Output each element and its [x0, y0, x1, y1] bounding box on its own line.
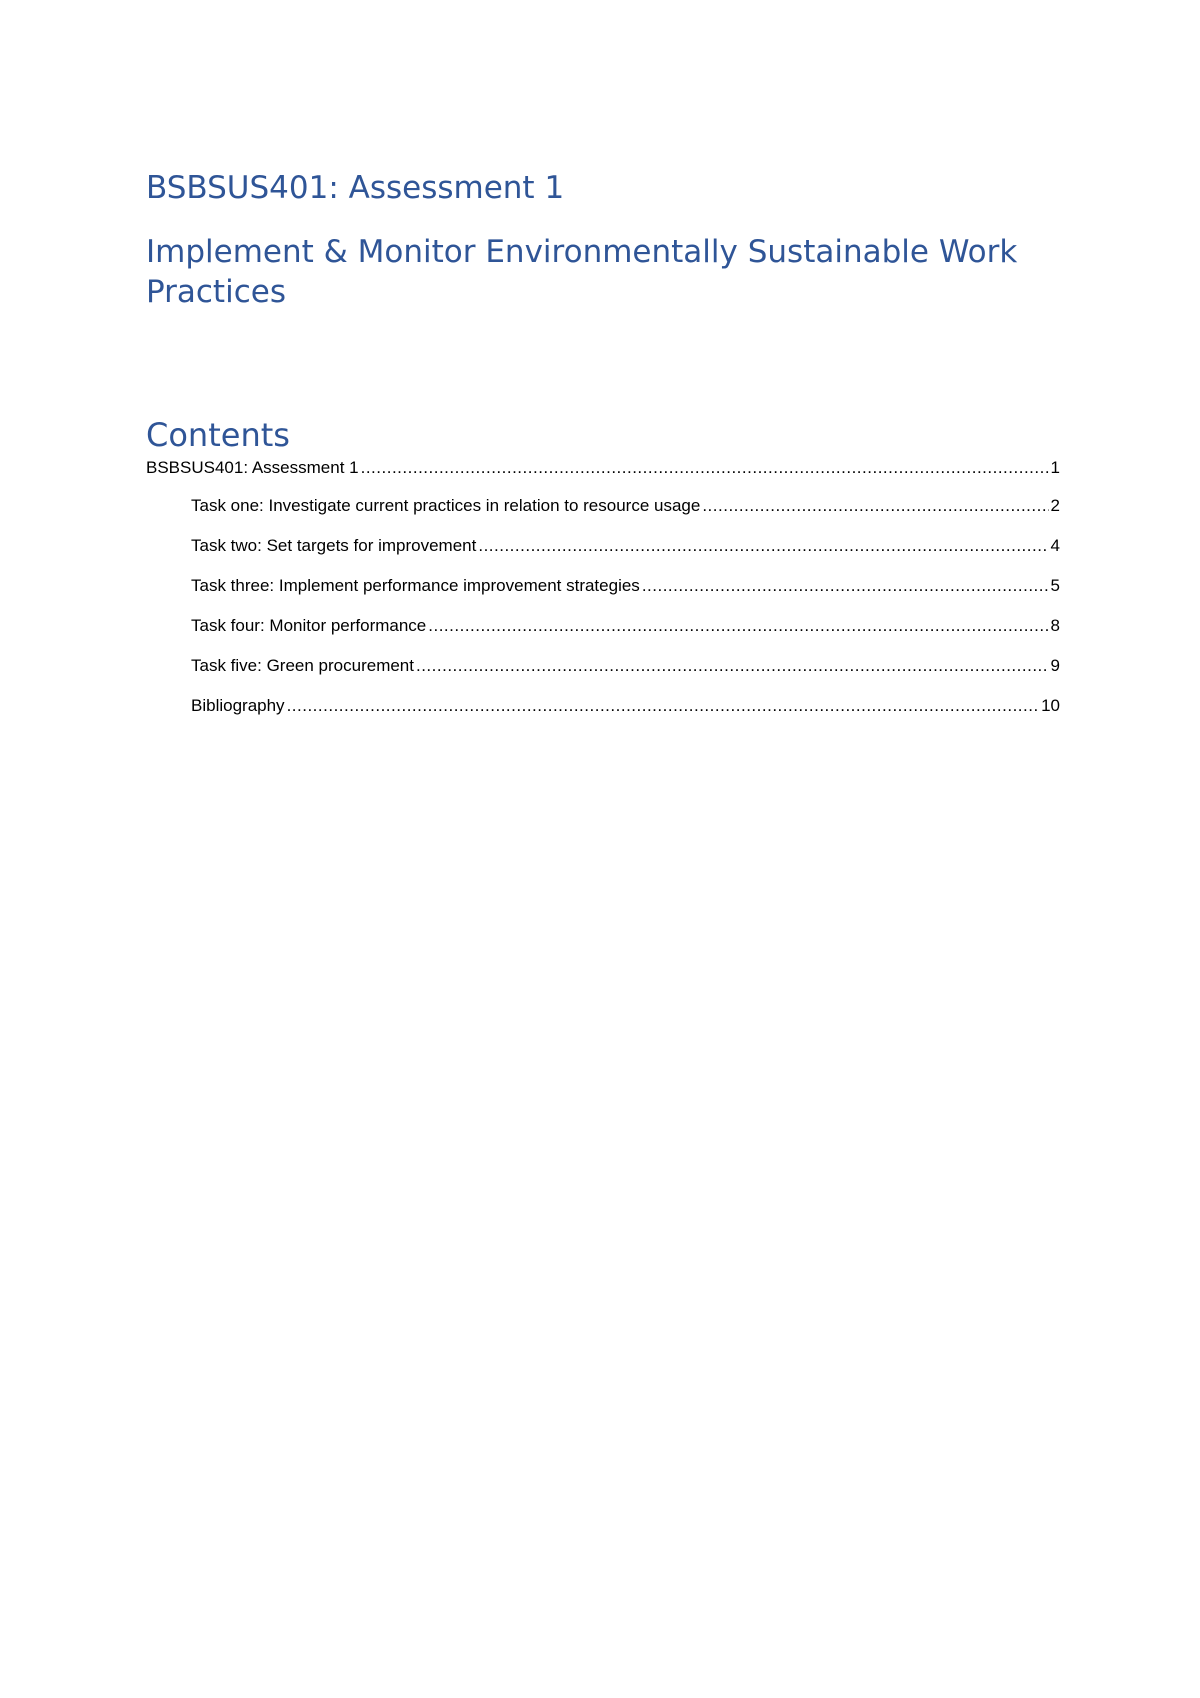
toc-entry-task-two[interactable] — [146, 536, 1060, 576]
toc-dot-leader — [428, 616, 1048, 636]
toc-entry-task-one[interactable] — [146, 496, 1060, 536]
toc-page-number: 8 — [1050, 616, 1060, 635]
toc-entry-text: Bibliography — [191, 696, 285, 715]
document-subtitle-line-1: Implement & Monitor Environmentally Sustainable Work — [146, 234, 1018, 270]
toc-page-number: 9 — [1050, 656, 1060, 675]
toc-page-number: 10 — [1041, 696, 1060, 715]
toc-entry-text: Task one: Investigate current practices in relation to resource usage — [191, 496, 701, 515]
document-subtitle — [146, 232, 1017, 312]
contents-heading: Contents — [146, 416, 290, 454]
toc-entry-task-four[interactable] — [146, 616, 1060, 656]
toc-dot-leader — [416, 656, 1049, 676]
toc-entry-text: BSBSUS401: Assessment 1 — [146, 458, 359, 477]
toc-entry-assessment[interactable] — [146, 458, 1060, 496]
document-subtitle-line-2: Practices — [146, 274, 286, 310]
table-of-contents — [146, 458, 1060, 736]
toc-dot-leader — [702, 496, 1048, 516]
toc-dot-leader — [287, 696, 1040, 716]
toc-entry-task-three[interactable] — [146, 576, 1060, 616]
document-title: BSBSUS401: Assessment 1 — [146, 170, 565, 206]
toc-page-number: 1 — [1050, 458, 1060, 477]
toc-entry-text: Task two: Set targets for improvement — [191, 536, 477, 555]
toc-page-number: 2 — [1050, 496, 1060, 515]
toc-entry-text: Task four: Monitor performance — [191, 616, 427, 635]
toc-dot-leader — [642, 576, 1049, 596]
toc-entry-bibliography[interactable] — [146, 696, 1060, 736]
toc-entry-text: Task five: Green procurement — [191, 656, 414, 675]
toc-entry-task-five[interactable] — [146, 656, 1060, 696]
toc-page-number: 4 — [1050, 536, 1060, 555]
toc-page-number: 5 — [1050, 576, 1060, 595]
toc-dot-leader — [361, 458, 1049, 478]
toc-dot-leader — [478, 536, 1048, 556]
toc-entry-text: Task three: Implement performance improvement strategies — [191, 576, 640, 595]
